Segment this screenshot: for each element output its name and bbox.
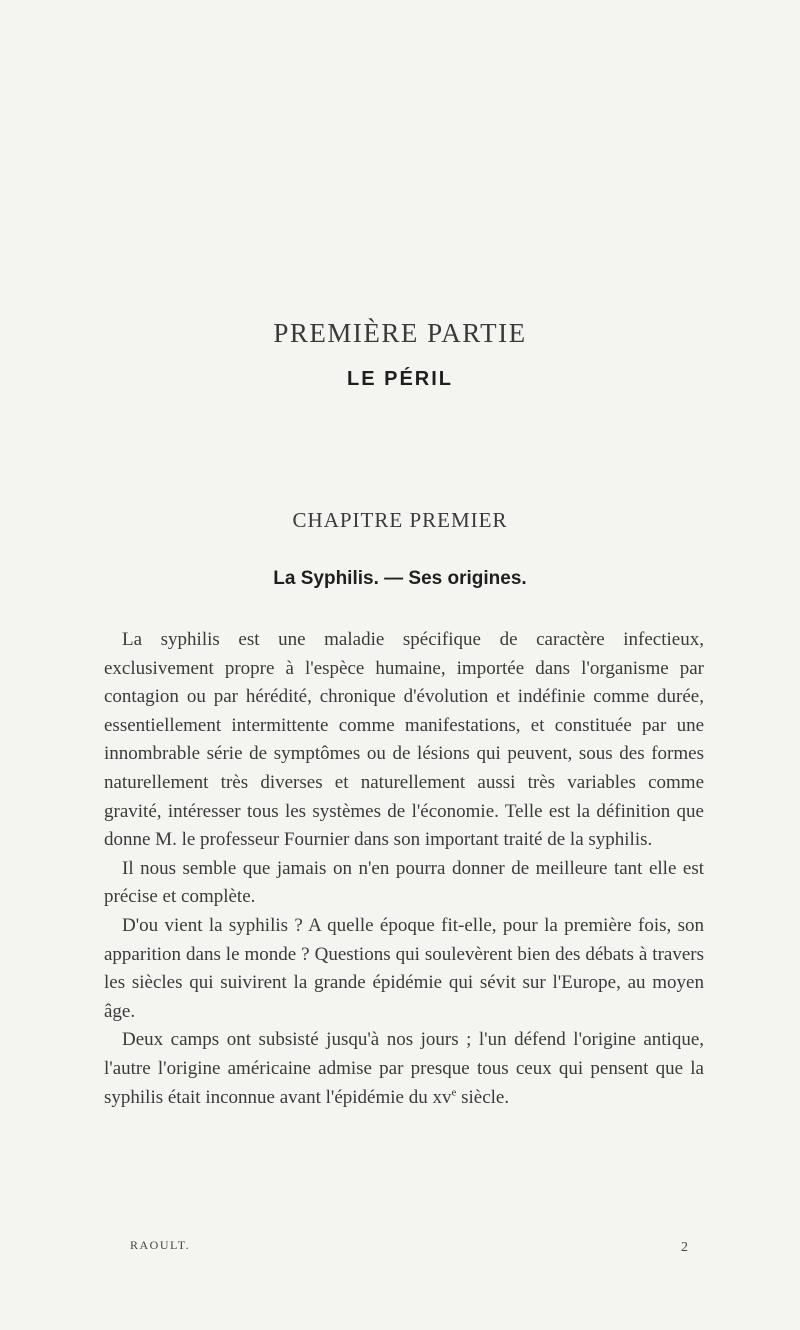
paragraph-ending: siècle. bbox=[461, 1086, 510, 1108]
page-number: 2 bbox=[681, 1240, 688, 1255]
chapter-title: CHAPITRE PREMIER bbox=[292, 508, 508, 532]
paragraph: D'ou vient la syphilis ? A quelle époque fit-elle, pour la première fois, son apparition dans le monde ? Questions qui soulevèrent bien des débats à travers les siècles qui suivirent la grande épidémie qui sévit sur l'Europe, au moyen âge. bbox=[104, 914, 704, 1022]
century-numeral: xv bbox=[432, 1086, 452, 1108]
century-superscript: e bbox=[451, 1086, 457, 1099]
paragraph: La syphilis est une maladie spécifique de caractère infectieux, exclusivement propre à l'espèce humaine, importée dans l'organisme par contagion ou par hérédité, chronique d'évolution et indéfinie comme durée, essentiellement intermittente comme manifestations, et constituée par une innombrable série de symptômes ou de lésions qui peuvent, sous des formes naturellement très diverses et naturellement aussi très variables comme gravité, intéresser tous les systèmes de l'économie. Telle est la définition que donne M. le professeur Fournier dans son important traité de la syphilis. bbox=[104, 629, 704, 851]
chapter-subtitle: La Syphilis. — Ses origines. bbox=[273, 568, 527, 589]
paragraph bbox=[104, 1026, 704, 1112]
part-title: PREMIÈRE PARTIE bbox=[273, 318, 527, 348]
footer-author: RAOULT. bbox=[130, 1238, 191, 1252]
section-title: LE PÉRIL bbox=[346, 368, 453, 390]
paragraph: Il nous semble que jamais on n'en pourra donner de meilleure tant elle est précise et complète. bbox=[104, 857, 704, 908]
paragraph-text: Deux camps ont subsisté jusqu'à nos jours ; l'un défend l'origine antique, l'autre l'origine américaine admise par presque tous ceux qui pensent que la syphilis était inconnue avant l'épidémie du bbox=[104, 1029, 704, 1108]
body-text bbox=[104, 626, 704, 1112]
